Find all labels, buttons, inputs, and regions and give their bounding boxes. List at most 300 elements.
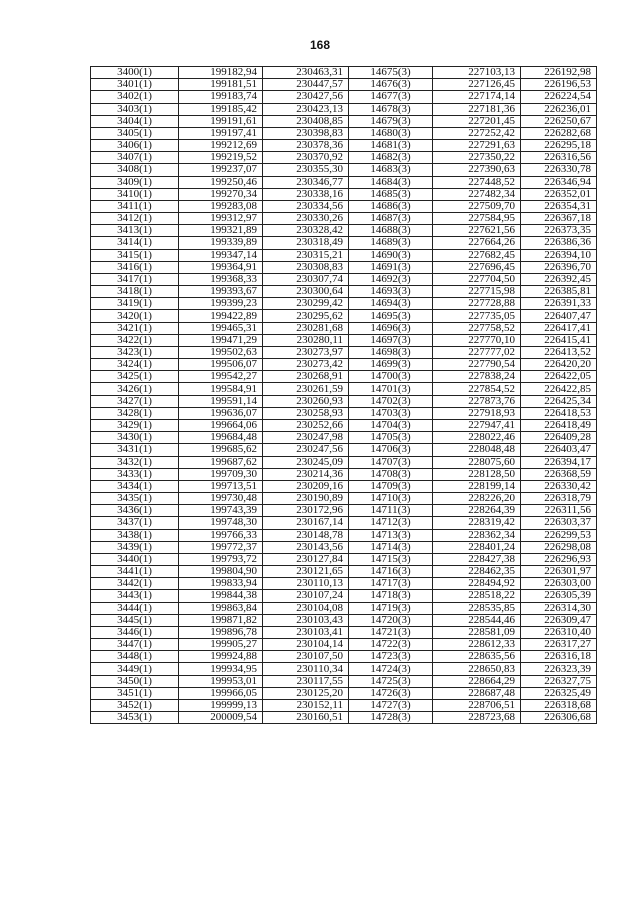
- x-coordinate-cell: 199863,84: [179, 602, 263, 614]
- y-coordinate-cell: 230408,85: [263, 115, 349, 127]
- table-row: [91, 712, 597, 724]
- point-id-cell: 3439(1): [91, 541, 179, 553]
- point-id-cell: 14680(3): [349, 127, 433, 139]
- x-coordinate-cell: 227873,76: [433, 395, 521, 407]
- x-coordinate-cell: 199584,91: [179, 383, 263, 395]
- y-coordinate-cell: 230273,42: [263, 359, 349, 371]
- point-id-cell: 14675(3): [349, 67, 433, 79]
- x-coordinate-cell: 227291,63: [433, 140, 521, 152]
- point-id-cell: 14689(3): [349, 237, 433, 249]
- x-coordinate-cell: 228494,92: [433, 578, 521, 590]
- x-coordinate-cell: 227770,10: [433, 334, 521, 346]
- x-coordinate-cell: 227790,54: [433, 359, 521, 371]
- x-coordinate-cell: 227777,02: [433, 346, 521, 358]
- x-coordinate-cell: 227728,88: [433, 298, 521, 310]
- y-coordinate-cell: 230338,16: [263, 188, 349, 200]
- x-coordinate-cell: 199182,94: [179, 67, 263, 79]
- point-id-cell: 3452(1): [91, 699, 179, 711]
- x-coordinate-cell: 227704,50: [433, 273, 521, 285]
- y-coordinate-cell: 226422,05: [521, 371, 597, 383]
- y-coordinate-cell: 226303,37: [521, 517, 597, 529]
- x-coordinate-cell: 199730,48: [179, 493, 263, 505]
- table-row: [91, 176, 597, 188]
- x-coordinate-cell: 228226,20: [433, 493, 521, 505]
- x-coordinate-cell: 227621,56: [433, 225, 521, 237]
- y-coordinate-cell: 226303,00: [521, 578, 597, 590]
- x-coordinate-cell: 227584,95: [433, 213, 521, 225]
- table-row: [91, 383, 597, 395]
- x-coordinate-cell: 199542,27: [179, 371, 263, 383]
- x-coordinate-cell: 227682,45: [433, 249, 521, 261]
- point-id-cell: 14681(3): [349, 140, 433, 152]
- table-row: [91, 334, 597, 346]
- y-coordinate-cell: 226354,31: [521, 200, 597, 212]
- point-id-cell: 14713(3): [349, 529, 433, 541]
- table-row: [91, 468, 597, 480]
- point-id-cell: 3408(1): [91, 164, 179, 176]
- point-id-cell: 3441(1): [91, 566, 179, 578]
- table-row: [91, 639, 597, 651]
- x-coordinate-cell: 199237,07: [179, 164, 263, 176]
- x-coordinate-cell: 199506,07: [179, 359, 263, 371]
- y-coordinate-cell: 230334,56: [263, 200, 349, 212]
- table-row: [91, 188, 597, 200]
- y-coordinate-cell: 226394,17: [521, 456, 597, 468]
- point-id-cell: 3415(1): [91, 249, 179, 261]
- table-row: [91, 407, 597, 419]
- y-coordinate-cell: 230110,13: [263, 578, 349, 590]
- x-coordinate-cell: 199465,31: [179, 322, 263, 334]
- y-coordinate-cell: 226413,52: [521, 346, 597, 358]
- x-coordinate-cell: 227947,41: [433, 419, 521, 431]
- table-row: [91, 419, 597, 431]
- x-coordinate-cell: 199664,06: [179, 419, 263, 431]
- y-coordinate-cell: 230281,68: [263, 322, 349, 334]
- table-row: [91, 346, 597, 358]
- x-coordinate-cell: 199793,72: [179, 553, 263, 565]
- point-id-cell: 14698(3): [349, 346, 433, 358]
- point-id-cell: 14699(3): [349, 359, 433, 371]
- x-coordinate-cell: 227696,45: [433, 261, 521, 273]
- y-coordinate-cell: 226295,18: [521, 140, 597, 152]
- x-coordinate-cell: 199270,34: [179, 188, 263, 200]
- x-coordinate-cell: 227103,13: [433, 67, 521, 79]
- point-id-cell: 3407(1): [91, 152, 179, 164]
- point-id-cell: 3447(1): [91, 639, 179, 651]
- x-coordinate-cell: 227918,93: [433, 407, 521, 419]
- x-coordinate-cell: 199685,62: [179, 444, 263, 456]
- point-id-cell: 3419(1): [91, 298, 179, 310]
- x-coordinate-cell: 199748,30: [179, 517, 263, 529]
- x-coordinate-cell: 199347,14: [179, 249, 263, 261]
- point-id-cell: 3400(1): [91, 67, 179, 79]
- point-id-cell: 3403(1): [91, 103, 179, 115]
- point-id-cell: 3428(1): [91, 407, 179, 419]
- y-coordinate-cell: 230463,31: [263, 67, 349, 79]
- x-coordinate-cell: 199684,48: [179, 432, 263, 444]
- y-coordinate-cell: 230247,98: [263, 432, 349, 444]
- x-coordinate-cell: 228664,29: [433, 675, 521, 687]
- point-id-cell: 3414(1): [91, 237, 179, 249]
- y-coordinate-cell: 226296,93: [521, 553, 597, 565]
- y-coordinate-cell: 226392,45: [521, 273, 597, 285]
- y-coordinate-cell: 230117,55: [263, 675, 349, 687]
- point-id-cell: 14691(3): [349, 261, 433, 273]
- table-row: [91, 273, 597, 285]
- point-id-cell: 3446(1): [91, 626, 179, 638]
- point-id-cell: 14712(3): [349, 517, 433, 529]
- point-id-cell: 3433(1): [91, 468, 179, 480]
- point-id-cell: 3442(1): [91, 578, 179, 590]
- point-id-cell: 3434(1): [91, 480, 179, 492]
- x-coordinate-cell: 227758,52: [433, 322, 521, 334]
- x-coordinate-cell: 228264,39: [433, 505, 521, 517]
- y-coordinate-cell: 226403,47: [521, 444, 597, 456]
- x-coordinate-cell: 199953,01: [179, 675, 263, 687]
- y-coordinate-cell: 226418,53: [521, 407, 597, 419]
- y-coordinate-cell: 230107,24: [263, 590, 349, 602]
- point-id-cell: 14682(3): [349, 152, 433, 164]
- point-id-cell: 3417(1): [91, 273, 179, 285]
- point-id-cell: 14728(3): [349, 712, 433, 724]
- point-id-cell: 14686(3): [349, 200, 433, 212]
- point-id-cell: 3424(1): [91, 359, 179, 371]
- point-id-cell: 14685(3): [349, 188, 433, 200]
- table-row: [91, 298, 597, 310]
- x-coordinate-cell: 228635,56: [433, 651, 521, 663]
- x-coordinate-cell: 228048,48: [433, 444, 521, 456]
- y-coordinate-cell: 226391,33: [521, 298, 597, 310]
- y-coordinate-cell: 226316,18: [521, 651, 597, 663]
- table-row: [91, 505, 597, 517]
- x-coordinate-cell: 228401,24: [433, 541, 521, 553]
- point-id-cell: 14724(3): [349, 663, 433, 675]
- y-coordinate-cell: 230258,93: [263, 407, 349, 419]
- x-coordinate-cell: 228650,83: [433, 663, 521, 675]
- y-coordinate-cell: 226330,42: [521, 480, 597, 492]
- y-coordinate-cell: 230308,83: [263, 261, 349, 273]
- x-coordinate-cell: 228612,33: [433, 639, 521, 651]
- x-coordinate-cell: 227174,14: [433, 91, 521, 103]
- table-row: [91, 590, 597, 602]
- point-id-cell: 14694(3): [349, 298, 433, 310]
- y-coordinate-cell: 226309,47: [521, 614, 597, 626]
- y-coordinate-cell: 226196,53: [521, 79, 597, 91]
- table-row: [91, 602, 597, 614]
- point-id-cell: 14715(3): [349, 553, 433, 565]
- point-id-cell: 3416(1): [91, 261, 179, 273]
- point-id-cell: 14688(3): [349, 225, 433, 237]
- x-coordinate-cell: 228022,46: [433, 432, 521, 444]
- table-row: [91, 456, 597, 468]
- point-id-cell: 3427(1): [91, 395, 179, 407]
- y-coordinate-cell: 230103,43: [263, 614, 349, 626]
- table-row: [91, 213, 597, 225]
- point-id-cell: 14692(3): [349, 273, 433, 285]
- x-coordinate-cell: 199339,89: [179, 237, 263, 249]
- y-coordinate-cell: 226310,40: [521, 626, 597, 638]
- table-row: [91, 541, 597, 553]
- point-id-cell: 14678(3): [349, 103, 433, 115]
- point-id-cell: 14693(3): [349, 286, 433, 298]
- point-id-cell: 3412(1): [91, 213, 179, 225]
- y-coordinate-cell: 230315,21: [263, 249, 349, 261]
- y-coordinate-cell: 226282,68: [521, 127, 597, 139]
- point-id-cell: 3409(1): [91, 176, 179, 188]
- x-coordinate-cell: 228319,42: [433, 517, 521, 529]
- x-coordinate-cell: 228544,46: [433, 614, 521, 626]
- table-row: [91, 395, 597, 407]
- y-coordinate-cell: 226407,47: [521, 310, 597, 322]
- table-row: [91, 663, 597, 675]
- x-coordinate-cell: 199283,08: [179, 200, 263, 212]
- y-coordinate-cell: 230160,51: [263, 712, 349, 724]
- point-id-cell: 14707(3): [349, 456, 433, 468]
- table-row: [91, 237, 597, 249]
- y-coordinate-cell: 230260,93: [263, 395, 349, 407]
- y-coordinate-cell: 226250,67: [521, 115, 597, 127]
- x-coordinate-cell: 199934,95: [179, 663, 263, 675]
- point-id-cell: 3404(1): [91, 115, 179, 127]
- point-id-cell: 3423(1): [91, 346, 179, 358]
- point-id-cell: 3449(1): [91, 663, 179, 675]
- table-row: [91, 91, 597, 103]
- point-id-cell: 3420(1): [91, 310, 179, 322]
- point-id-cell: 3431(1): [91, 444, 179, 456]
- y-coordinate-cell: 226298,08: [521, 541, 597, 553]
- x-coordinate-cell: 228075,60: [433, 456, 521, 468]
- y-coordinate-cell: 226415,41: [521, 334, 597, 346]
- table-row: [91, 67, 597, 79]
- point-id-cell: 14717(3): [349, 578, 433, 590]
- point-id-cell: 3410(1): [91, 188, 179, 200]
- x-coordinate-cell: 199212,69: [179, 140, 263, 152]
- point-id-cell: 3401(1): [91, 79, 179, 91]
- point-id-cell: 14721(3): [349, 626, 433, 638]
- x-coordinate-cell: 199905,27: [179, 639, 263, 651]
- point-id-cell: 3436(1): [91, 505, 179, 517]
- point-id-cell: 14722(3): [349, 639, 433, 651]
- y-coordinate-cell: 230299,42: [263, 298, 349, 310]
- x-coordinate-cell: 199713,51: [179, 480, 263, 492]
- x-coordinate-cell: 199181,51: [179, 79, 263, 91]
- point-id-cell: 3444(1): [91, 602, 179, 614]
- table-row: [91, 359, 597, 371]
- x-coordinate-cell: 228462,35: [433, 566, 521, 578]
- y-coordinate-cell: 230346,77: [263, 176, 349, 188]
- point-id-cell: 14714(3): [349, 541, 433, 553]
- y-coordinate-cell: 226323,39: [521, 663, 597, 675]
- table-row: [91, 322, 597, 334]
- y-coordinate-cell: 230378,36: [263, 140, 349, 152]
- point-id-cell: 3430(1): [91, 432, 179, 444]
- x-coordinate-cell: 199591,14: [179, 395, 263, 407]
- point-id-cell: 3406(1): [91, 140, 179, 152]
- y-coordinate-cell: 226311,56: [521, 505, 597, 517]
- table-row: [91, 286, 597, 298]
- y-coordinate-cell: 226367,18: [521, 213, 597, 225]
- x-coordinate-cell: 199636,07: [179, 407, 263, 419]
- table-row: [91, 529, 597, 541]
- point-id-cell: 3413(1): [91, 225, 179, 237]
- point-id-cell: 14718(3): [349, 590, 433, 602]
- point-id-cell: 14726(3): [349, 687, 433, 699]
- x-coordinate-cell: 228362,34: [433, 529, 521, 541]
- table-row: [91, 152, 597, 164]
- point-id-cell: 14727(3): [349, 699, 433, 711]
- point-id-cell: 14687(3): [349, 213, 433, 225]
- point-id-cell: 14704(3): [349, 419, 433, 431]
- point-id-cell: 3445(1): [91, 614, 179, 626]
- point-id-cell: 3451(1): [91, 687, 179, 699]
- y-coordinate-cell: 226352,01: [521, 188, 597, 200]
- y-coordinate-cell: 226314,30: [521, 602, 597, 614]
- point-id-cell: 3411(1): [91, 200, 179, 212]
- x-coordinate-cell: 227350,22: [433, 152, 521, 164]
- point-id-cell: 3438(1): [91, 529, 179, 541]
- table-row: [91, 103, 597, 115]
- table-row: [91, 261, 597, 273]
- y-coordinate-cell: 226224,54: [521, 91, 597, 103]
- x-coordinate-cell: 199709,30: [179, 468, 263, 480]
- table-row: [91, 225, 597, 237]
- point-id-cell: 14683(3): [349, 164, 433, 176]
- x-coordinate-cell: 199804,90: [179, 566, 263, 578]
- point-id-cell: 14703(3): [349, 407, 433, 419]
- table-row: [91, 651, 597, 663]
- table-row: [91, 614, 597, 626]
- y-coordinate-cell: 226417,41: [521, 322, 597, 334]
- y-coordinate-cell: 230447,57: [263, 79, 349, 91]
- x-coordinate-cell: 199364,91: [179, 261, 263, 273]
- x-coordinate-cell: 199422,89: [179, 310, 263, 322]
- y-coordinate-cell: 230125,20: [263, 687, 349, 699]
- table-row: [91, 444, 597, 456]
- y-coordinate-cell: 230273,97: [263, 346, 349, 358]
- x-coordinate-cell: 228581,09: [433, 626, 521, 638]
- x-coordinate-cell: 228199,14: [433, 480, 521, 492]
- y-coordinate-cell: 230121,65: [263, 566, 349, 578]
- table-row: [91, 687, 597, 699]
- x-coordinate-cell: 199312,97: [179, 213, 263, 225]
- x-coordinate-cell: 227854,52: [433, 383, 521, 395]
- x-coordinate-cell: 199833,94: [179, 578, 263, 590]
- y-coordinate-cell: 226301,97: [521, 566, 597, 578]
- x-coordinate-cell: 228687,48: [433, 687, 521, 699]
- y-coordinate-cell: 226386,36: [521, 237, 597, 249]
- point-id-cell: 14696(3): [349, 322, 433, 334]
- table-row: [91, 310, 597, 322]
- y-coordinate-cell: 230104,08: [263, 602, 349, 614]
- point-id-cell: 14710(3): [349, 493, 433, 505]
- x-coordinate-cell: 228128,50: [433, 468, 521, 480]
- y-coordinate-cell: 226409,28: [521, 432, 597, 444]
- y-coordinate-cell: 230330,26: [263, 213, 349, 225]
- point-id-cell: 3429(1): [91, 419, 179, 431]
- x-coordinate-cell: 227664,26: [433, 237, 521, 249]
- y-coordinate-cell: 226420,20: [521, 359, 597, 371]
- x-coordinate-cell: 228427,38: [433, 553, 521, 565]
- y-coordinate-cell: 230127,84: [263, 553, 349, 565]
- y-coordinate-cell: 230214,36: [263, 468, 349, 480]
- table-row: [91, 127, 597, 139]
- y-coordinate-cell: 230261,59: [263, 383, 349, 395]
- x-coordinate-cell: 228518,22: [433, 590, 521, 602]
- point-id-cell: 3432(1): [91, 456, 179, 468]
- coordinates-table: [90, 66, 597, 724]
- y-coordinate-cell: 230370,92: [263, 152, 349, 164]
- table-row: [91, 371, 597, 383]
- point-id-cell: 14719(3): [349, 602, 433, 614]
- y-coordinate-cell: 226330,78: [521, 164, 597, 176]
- y-coordinate-cell: 226346,94: [521, 176, 597, 188]
- y-coordinate-cell: 226385,81: [521, 286, 597, 298]
- y-coordinate-cell: 230107,50: [263, 651, 349, 663]
- x-coordinate-cell: 227448,52: [433, 176, 521, 188]
- point-id-cell: 14690(3): [349, 249, 433, 261]
- y-coordinate-cell: 226299,53: [521, 529, 597, 541]
- y-coordinate-cell: 230307,74: [263, 273, 349, 285]
- table-row: [91, 699, 597, 711]
- y-coordinate-cell: 230190,89: [263, 493, 349, 505]
- x-coordinate-cell: 199871,82: [179, 614, 263, 626]
- y-coordinate-cell: 226305,39: [521, 590, 597, 602]
- point-id-cell: 3418(1): [91, 286, 179, 298]
- point-id-cell: 3443(1): [91, 590, 179, 602]
- table-row: [91, 140, 597, 152]
- x-coordinate-cell: 199687,62: [179, 456, 263, 468]
- x-coordinate-cell: 199772,37: [179, 541, 263, 553]
- x-coordinate-cell: 199393,67: [179, 286, 263, 298]
- page-number: 168: [309, 38, 331, 52]
- x-coordinate-cell: 199924,88: [179, 651, 263, 663]
- y-coordinate-cell: 230268,91: [263, 371, 349, 383]
- x-coordinate-cell: 199502,63: [179, 346, 263, 358]
- x-coordinate-cell: 227715,98: [433, 286, 521, 298]
- table-row: [91, 566, 597, 578]
- x-coordinate-cell: 199766,33: [179, 529, 263, 541]
- table-row: [91, 578, 597, 590]
- table-row: [91, 493, 597, 505]
- x-coordinate-cell: 227201,45: [433, 115, 521, 127]
- point-id-cell: 14676(3): [349, 79, 433, 91]
- y-coordinate-cell: 226325,49: [521, 687, 597, 699]
- y-coordinate-cell: 226425,34: [521, 395, 597, 407]
- x-coordinate-cell: 199999,13: [179, 699, 263, 711]
- point-id-cell: 3440(1): [91, 553, 179, 565]
- point-id-cell: 3453(1): [91, 712, 179, 724]
- x-coordinate-cell: 227252,42: [433, 127, 521, 139]
- x-coordinate-cell: 199219,52: [179, 152, 263, 164]
- y-coordinate-cell: 226318,79: [521, 493, 597, 505]
- table-row: [91, 626, 597, 638]
- x-coordinate-cell: 227126,45: [433, 79, 521, 91]
- x-coordinate-cell: 228723,68: [433, 712, 521, 724]
- y-coordinate-cell: 230300,64: [263, 286, 349, 298]
- point-id-cell: 14723(3): [349, 651, 433, 663]
- x-coordinate-cell: 199185,42: [179, 103, 263, 115]
- y-coordinate-cell: 230110,34: [263, 663, 349, 675]
- y-coordinate-cell: 230209,16: [263, 480, 349, 492]
- y-coordinate-cell: 230252,66: [263, 419, 349, 431]
- point-id-cell: 3426(1): [91, 383, 179, 395]
- x-coordinate-cell: 199966,05: [179, 687, 263, 699]
- y-coordinate-cell: 230280,11: [263, 334, 349, 346]
- y-coordinate-cell: 230104,14: [263, 639, 349, 651]
- y-coordinate-cell: 230247,56: [263, 444, 349, 456]
- point-id-cell: 3425(1): [91, 371, 179, 383]
- point-id-cell: 14716(3): [349, 566, 433, 578]
